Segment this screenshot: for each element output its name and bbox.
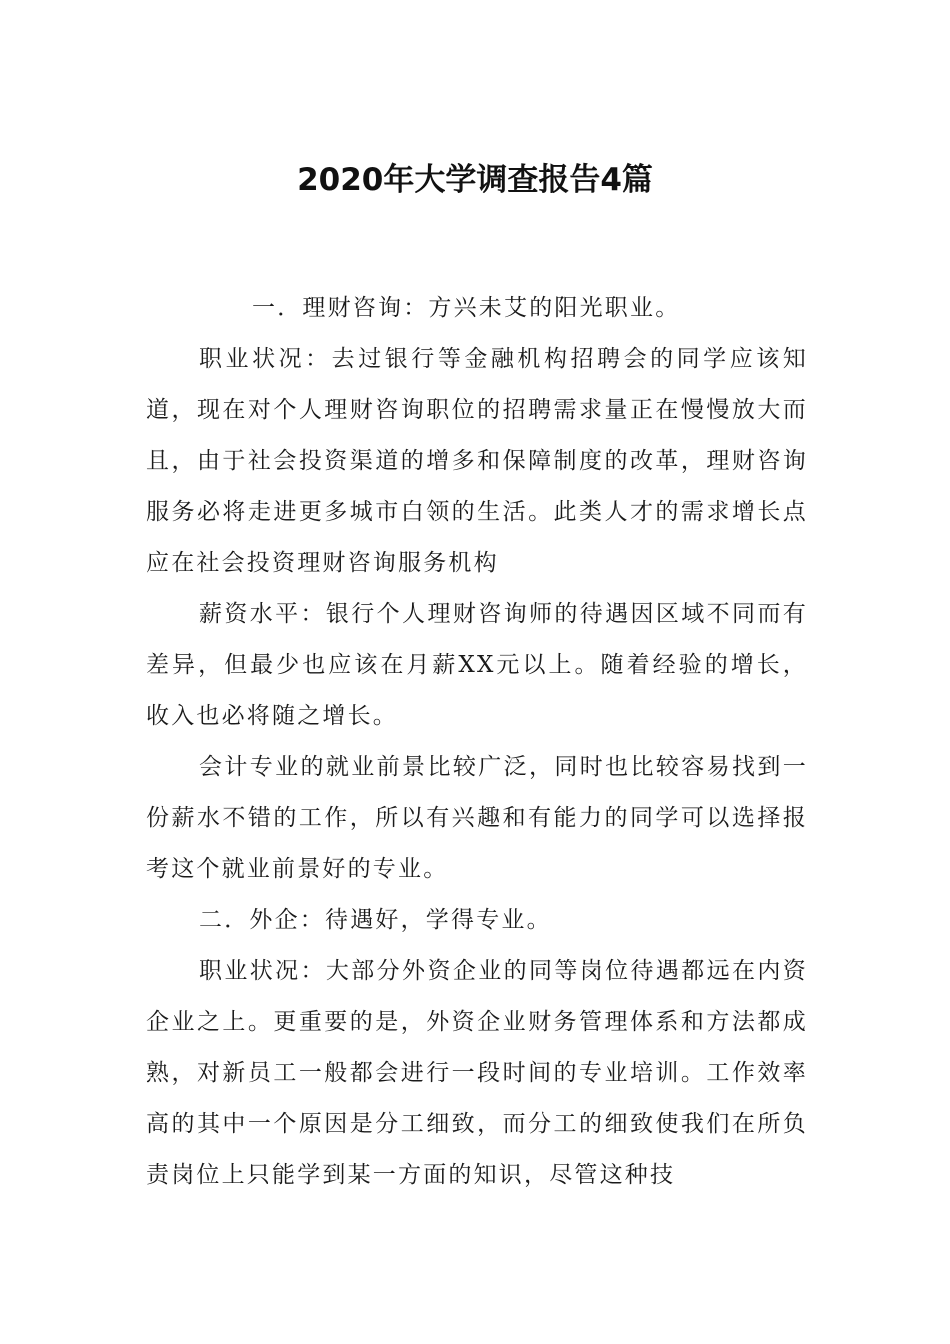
paragraph: 会计专业的就业前景比较广泛，同时也比较容易找到一份薪水不错的工作，所以有兴趣和有能力的同学可以选择报考这个就业前景好的专业。 [146,754,808,882]
paragraph: 职业状况：去过银行等金融机构招聘会的同学应该知道，现在对个人理财咨询职位的招聘需求量正在慢慢放大而且，由于社会投资渠道的增多和保障制度的改革，理财咨询服务必将走进更多城市白领的生活。此类人才的需求增长点应在社会投资理财咨询服务机构 [146,346,808,576]
paragraph: 薪资水平：银行个人理财咨询师的待遇因区域不同而有差异，但最少也应该在月薪XX元以上。随着经验的增长，收入也必将随之增长。 [146,601,808,729]
paragraph: 职业状况：大部分外资企业的同等岗位待遇都远在内资企业之上。更重要的是，外资企业财务管理体系和方法都成熟，对新员工一般都会进行一段时间的专业培训。工作效率高的其中一个原因是分工细致，而分工的细致使我们在所负责岗位上只能学到某一方面的知识，尽管这种技 [146,958,808,1188]
document-body [146,283,808,1201]
document-title: 2020年大学调查报告4篇 [297,162,653,198]
section-heading-1: 一．理财咨询：方兴未艾的阳光职业。 [252,295,681,321]
section-heading-2: 二．外企：待遇好，学得专业。 [199,907,552,933]
